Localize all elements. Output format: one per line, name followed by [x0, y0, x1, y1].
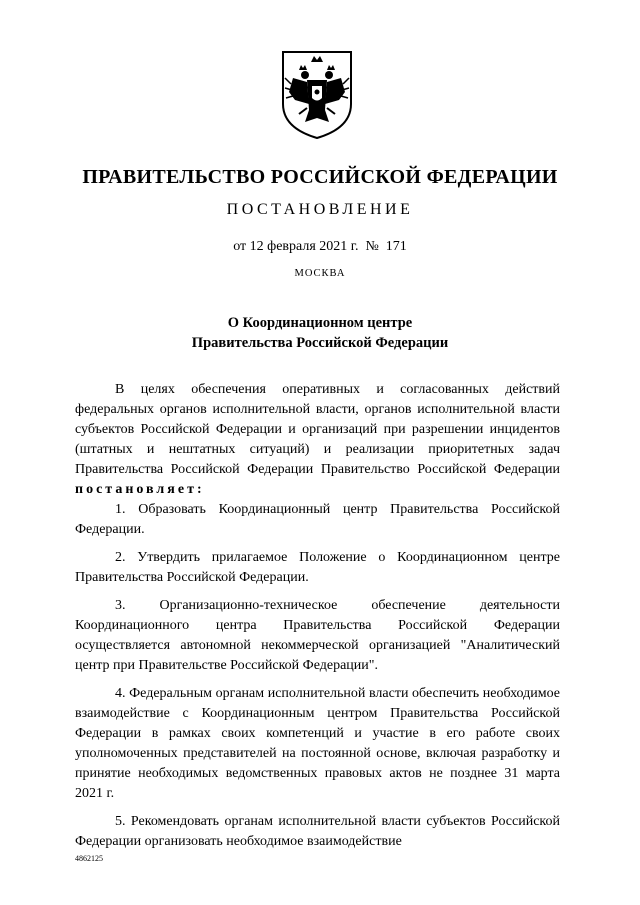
item-1: 1. Образовать Координационный центр Правительства Российской Федерации. [75, 502, 560, 537]
document-type: ПОСТАНОВЛЕНИЕ [226, 201, 414, 218]
preamble-paragraph [75, 380, 560, 500]
item-4: 4. Федеральным органам исполнительной власти обеспечить необходимое взаимодействие с Координационным центром Правительства Российской Федерации в рамках своих компетенций и участие в его работе своих уполномоченных представителей на постоянной основе, включая разработку и принятие необходимых ведомственных правовых актов не позднее 31 марта 2021 г. [75, 686, 560, 801]
document-title [0, 313, 640, 353]
decree-word: постановляет: [75, 482, 205, 497]
item-3: 3. Организационно-техническое обеспечение деятельности Координационного центра Правительства Российской Федерации осуществляется автономной некоммерческой организацией "Аналитический центр при Правительстве Российской Федерации". [75, 598, 560, 673]
item-5: 5. Рекомендовать органам исполнительной власти субъектов Российской Федерации организовать необходимое взаимодействие [75, 814, 560, 849]
title-line-1: О Координационном центре [227, 315, 413, 331]
title-line-2: Правительства Российской Федерации [191, 335, 449, 351]
date-number-line: от 12 февраля 2021 г. № 171 [233, 239, 407, 254]
city-name: МОСКВА [294, 268, 346, 279]
document-code: 4862125 [75, 854, 103, 863]
preamble-text: В целях обеспечения оперативных и согласованных действий федеральных органов исполнительной власти, органов исполнительной власти субъектов Российской Федерации и организаций при разрешении инцидентов (штатных и нештатных ситуаций) и реализации приоритетных задач Правительства Российской Федерации Правительство Российской Федерации [75, 382, 560, 477]
authority-name: ПРАВИТЕЛЬСТВО РОССИЙСКОЙ ФЕДЕРАЦИИ [82, 166, 558, 188]
item-2: 2. Утвердить прилагаемое Положение о Координационном центре Правительства Российской Федерации. [75, 550, 560, 585]
document-body [75, 380, 560, 852]
coat-of-arms-icon [277, 48, 357, 140]
